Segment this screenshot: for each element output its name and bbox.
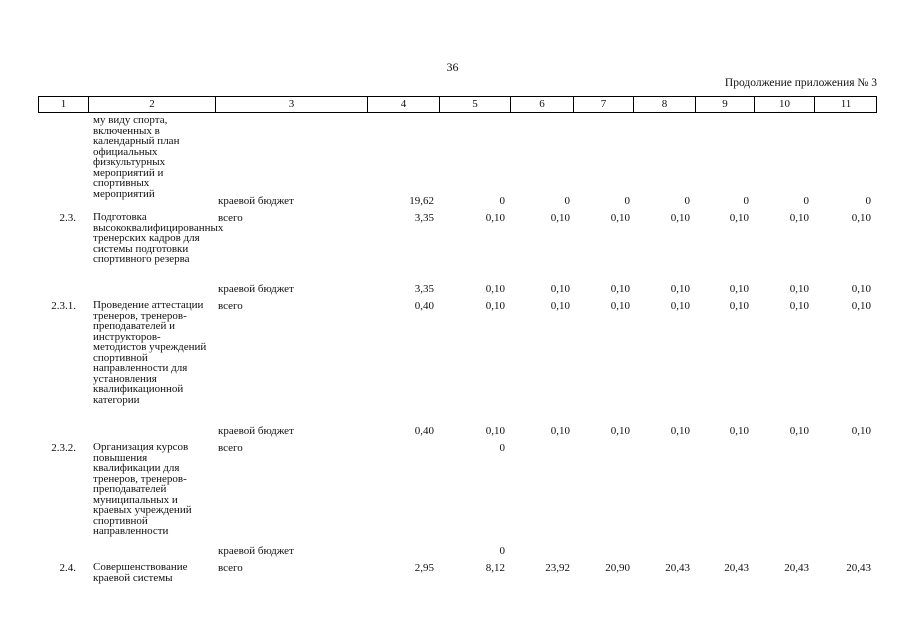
value-cell: 0,10 (789, 212, 809, 224)
funding-source: краевой бюджет (218, 545, 294, 557)
header-cell: 1 (39, 97, 89, 112)
value-cell: 0,10 (610, 283, 630, 295)
value-cell: 0,10 (670, 283, 690, 295)
value-cell: 0,10 (485, 212, 505, 224)
value-cell: 0 (684, 195, 690, 207)
value-cell: 0,10 (729, 425, 749, 437)
funding-source: всего (218, 442, 243, 454)
value-cell: 2,95 (414, 562, 434, 574)
value-cell: 0,10 (485, 300, 505, 312)
value-cell: 0 (624, 195, 630, 207)
funding-source: краевой бюджет (218, 195, 294, 207)
row-description: му виду спорта, включенных в календарный план официальных физкультурных мероприятий и спортивных мероприятий (93, 114, 180, 200)
value-cell: 20,90 (605, 562, 630, 574)
value-cell: 0,10 (851, 425, 871, 437)
value-cell: 20,43 (784, 562, 809, 574)
value-cell: 0,10 (729, 283, 749, 295)
header-cell: 8 (634, 97, 696, 112)
value-cell: 0,10 (550, 212, 570, 224)
value-cell: 19,62 (409, 195, 434, 207)
value-cell: 0,10 (789, 300, 809, 312)
header-cell: 6 (511, 97, 574, 112)
value-cell: 0,10 (851, 300, 871, 312)
row-description: Подготовка высококвалифицированных тренерских кадров для системы подготовки спортивного резерва (93, 211, 224, 265)
value-cell: 23,92 (545, 562, 570, 574)
funding-source: всего (218, 300, 243, 312)
page-number: 36 (446, 60, 459, 74)
value-cell: 0 (499, 545, 505, 557)
value-cell: 0,10 (670, 300, 690, 312)
table-header (38, 96, 877, 113)
funding-source: краевой бюджет (218, 425, 294, 437)
value-cell: 0,10 (729, 300, 749, 312)
funding-source: краевой бюджет (218, 283, 294, 295)
value-cell: 0,10 (610, 300, 630, 312)
value-cell: 0 (865, 195, 871, 207)
header-cell: 2 (89, 97, 216, 112)
funding-source: всего (218, 212, 243, 224)
header-cell: 5 (440, 97, 511, 112)
row-description: Проведение аттестации тренеров, тренеров-преподавателей и инструкторов-методистов учреждений спортивной направленности для установления квалификационной категории (93, 299, 207, 406)
value-cell: 0,10 (550, 300, 570, 312)
value-cell: 8,12 (485, 562, 505, 574)
row-number: 2.3.1. (51, 300, 76, 312)
header-cell: 3 (216, 97, 368, 112)
header-cell: 9 (696, 97, 755, 112)
value-cell: 0,40 (414, 300, 434, 312)
value-cell: 0 (499, 442, 505, 454)
header-cell: 7 (574, 97, 634, 112)
value-cell: 20,43 (846, 562, 871, 574)
value-cell: 0 (564, 195, 570, 207)
row-number: 2.4. (59, 562, 76, 574)
value-cell: 0,10 (670, 425, 690, 437)
value-cell: 3,35 (414, 212, 434, 224)
appendix-continuation: Продолжение приложения № 3 (724, 77, 877, 89)
row-description: Организация курсов повышения квалификации для тренеров, тренеров-преподавателей муниципальных и краевых учреждений спортивной направленности (93, 441, 192, 537)
value-cell: 0,10 (550, 425, 570, 437)
row-number: 2.3.2. (51, 442, 76, 454)
value-cell: 0 (803, 195, 809, 207)
funding-source: всего (218, 562, 243, 574)
value-cell: 0,10 (729, 212, 749, 224)
value-cell: 0,40 (414, 425, 434, 437)
value-cell: 0,10 (550, 283, 570, 295)
value-cell: 0,10 (485, 283, 505, 295)
value-cell: 20,43 (665, 562, 690, 574)
header-cell: 10 (755, 97, 815, 112)
header-cell: 11 (840, 98, 852, 110)
value-cell: 0 (499, 195, 505, 207)
value-cell: 0 (743, 195, 749, 207)
value-cell: 20,43 (724, 562, 749, 574)
value-cell: 0,10 (851, 212, 871, 224)
value-cell: 0,10 (610, 212, 630, 224)
header-cell: 4 (368, 97, 440, 112)
value-cell: 0,10 (485, 425, 505, 437)
value-cell: 0,10 (789, 425, 809, 437)
value-cell: 0,10 (610, 425, 630, 437)
value-cell: 3,35 (414, 283, 434, 295)
row-number: 2.3. (59, 212, 76, 224)
row-description: Совершенствование краевой системы (93, 561, 188, 584)
value-cell: 0,10 (789, 283, 809, 295)
value-cell: 0,10 (851, 283, 871, 295)
value-cell: 0,10 (670, 212, 690, 224)
